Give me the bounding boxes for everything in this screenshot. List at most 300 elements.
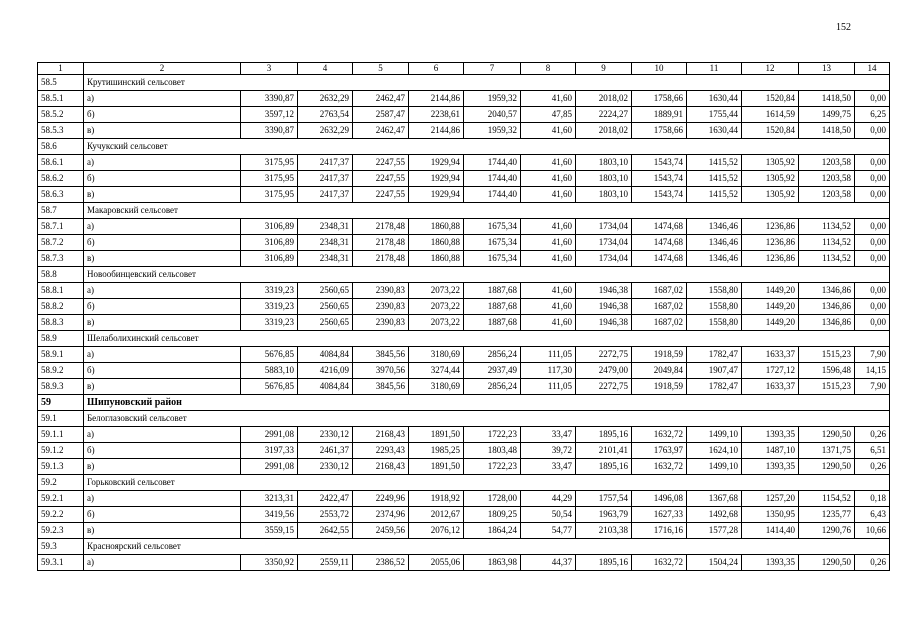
table-cell: 1474,68 — [632, 235, 687, 251]
column-header: 3 — [241, 63, 298, 75]
table-cell: 1907,47 — [687, 363, 742, 379]
table-row — [38, 523, 890, 539]
table-cell: 2330,12 — [298, 427, 353, 443]
table-cell: 2560,65 — [298, 315, 353, 331]
table-cell: 2417,37 — [298, 187, 353, 203]
table-cell: 1632,72 — [632, 555, 687, 571]
table-cell: 1305,92 — [742, 187, 799, 203]
table-row — [38, 507, 890, 523]
table-cell: 1236,86 — [742, 235, 799, 251]
table-cell: 3319,23 — [241, 299, 298, 315]
table-cell: 1687,02 — [632, 299, 687, 315]
table-cell: 1863,98 — [464, 555, 521, 571]
table-cell: 2462,47 — [353, 123, 409, 139]
table-cell: 1515,23 — [799, 379, 855, 395]
row-code: 58.8 — [38, 267, 84, 283]
table-cell: 3419,56 — [241, 507, 298, 523]
table-cell: 3970,56 — [353, 363, 409, 379]
table-cell: 2991,08 — [241, 427, 298, 443]
table-cell: 41,60 — [521, 123, 576, 139]
table-cell: 0,26 — [855, 427, 890, 443]
row-code: 59.2.3 — [38, 523, 84, 539]
column-header: 8 — [521, 63, 576, 75]
table-cell: 111,05 — [521, 379, 576, 395]
table-cell: 0,00 — [855, 283, 890, 299]
table-cell: 1558,80 — [687, 315, 742, 331]
table-cell: 2272,75 — [576, 347, 632, 363]
table-cell: 1415,52 — [687, 171, 742, 187]
row-label: в) — [84, 459, 241, 475]
table-cell: 1782,47 — [687, 347, 742, 363]
table-cell: 2224,27 — [576, 107, 632, 123]
table-cell: 41,60 — [521, 315, 576, 331]
row-label: а) — [84, 283, 241, 299]
table-cell: 2055,06 — [409, 555, 464, 571]
table-cell: 2991,08 — [241, 459, 298, 475]
row-label: а) — [84, 427, 241, 443]
section-name: Макаровский сельсовет — [84, 203, 890, 219]
table-cell: 3845,56 — [353, 347, 409, 363]
table-cell: 0,00 — [855, 91, 890, 107]
table-cell: 2103,38 — [576, 523, 632, 539]
table-cell: 1496,08 — [632, 491, 687, 507]
table-cell: 41,60 — [521, 91, 576, 107]
table-cell: 3180,69 — [409, 347, 464, 363]
table-cell: 1744,40 — [464, 155, 521, 171]
column-header: 7 — [464, 63, 521, 75]
row-label: в) — [84, 523, 241, 539]
row-code: 58.7.3 — [38, 251, 84, 267]
table-cell: 1346,86 — [799, 315, 855, 331]
row-code: 58.9.3 — [38, 379, 84, 395]
table-cell: 2178,48 — [353, 219, 409, 235]
table-cell: 0,18 — [855, 491, 890, 507]
column-header: 10 — [632, 63, 687, 75]
table-body — [38, 63, 890, 571]
table-cell: 2560,65 — [298, 299, 353, 315]
table-cell: 41,60 — [521, 283, 576, 299]
table-cell: 1624,10 — [687, 443, 742, 459]
table-cell: 1860,88 — [409, 251, 464, 267]
row-code: 59 — [38, 395, 84, 411]
table-cell: 2390,83 — [353, 315, 409, 331]
table-cell: 0,00 — [855, 299, 890, 315]
table-cell: 2247,55 — [353, 171, 409, 187]
table-cell: 1758,66 — [632, 91, 687, 107]
row-label: в) — [84, 187, 241, 203]
row-code: 58.5.1 — [38, 91, 84, 107]
table-cell: 2144,86 — [409, 91, 464, 107]
table-cell: 1675,34 — [464, 235, 521, 251]
table-cell: 3197,33 — [241, 443, 298, 459]
row-code: 59.2 — [38, 475, 84, 491]
table-cell: 1290,76 — [799, 523, 855, 539]
section-name: Белоглазовский сельсовет — [84, 411, 890, 427]
table-cell: 3175,95 — [241, 171, 298, 187]
row-code: 58.5 — [38, 75, 84, 91]
table-cell: 2417,37 — [298, 171, 353, 187]
table-cell: 10,66 — [855, 523, 890, 539]
table-cell: 1499,10 — [687, 459, 742, 475]
table-cell: 1203,58 — [799, 155, 855, 171]
table-cell: 41,60 — [521, 299, 576, 315]
table-cell: 1864,24 — [464, 523, 521, 539]
column-header: 9 — [576, 63, 632, 75]
table-cell: 1918,92 — [409, 491, 464, 507]
table-cell: 5883,10 — [241, 363, 298, 379]
table-cell: 3175,95 — [241, 187, 298, 203]
table-row — [38, 251, 890, 267]
table-cell: 1918,59 — [632, 379, 687, 395]
row-code: 58.9.1 — [38, 347, 84, 363]
table-cell: 1449,20 — [742, 283, 799, 299]
table-cell: 41,60 — [521, 219, 576, 235]
table-cell: 6,51 — [855, 443, 890, 459]
table-cell: 1716,16 — [632, 523, 687, 539]
table-cell: 3106,89 — [241, 235, 298, 251]
table-cell: 1887,68 — [464, 315, 521, 331]
table-cell: 0,00 — [855, 187, 890, 203]
row-label: в) — [84, 251, 241, 267]
table-cell: 2559,11 — [298, 555, 353, 571]
table-cell: 44,29 — [521, 491, 576, 507]
row-code: 58.8.1 — [38, 283, 84, 299]
table-cell: 5676,85 — [241, 347, 298, 363]
table-cell: 1596,48 — [799, 363, 855, 379]
table-cell: 1722,23 — [464, 459, 521, 475]
table-cell: 50,54 — [521, 507, 576, 523]
table-cell: 1727,12 — [742, 363, 799, 379]
row-code: 58.8.3 — [38, 315, 84, 331]
table-cell: 39,72 — [521, 443, 576, 459]
table-cell: 1734,04 — [576, 251, 632, 267]
table-cell: 1757,54 — [576, 491, 632, 507]
table-cell: 44,37 — [521, 555, 576, 571]
table-cell: 2461,37 — [298, 443, 353, 459]
table-cell: 1520,84 — [742, 91, 799, 107]
table-cell: 4216,09 — [298, 363, 353, 379]
table-cell: 1236,86 — [742, 219, 799, 235]
table-cell: 41,60 — [521, 235, 576, 251]
table-cell: 2587,47 — [353, 107, 409, 123]
table-cell: 2390,83 — [353, 283, 409, 299]
table-cell: 1290,50 — [799, 459, 855, 475]
table-cell: 1290,50 — [799, 427, 855, 443]
table-row — [38, 155, 890, 171]
row-label: б) — [84, 235, 241, 251]
table-cell: 2348,31 — [298, 219, 353, 235]
section-row — [38, 411, 890, 427]
table-cell: 41,60 — [521, 251, 576, 267]
table-cell: 1543,74 — [632, 171, 687, 187]
table-cell: 1558,80 — [687, 299, 742, 315]
table-cell: 111,05 — [521, 347, 576, 363]
table-cell: 14,15 — [855, 363, 890, 379]
row-label: а) — [84, 91, 241, 107]
row-code: 58.9.2 — [38, 363, 84, 379]
table-cell: 1449,20 — [742, 315, 799, 331]
table-cell: 3213,31 — [241, 491, 298, 507]
table-cell: 2018,02 — [576, 123, 632, 139]
table-row — [38, 123, 890, 139]
row-code: 59.2.2 — [38, 507, 84, 523]
table-cell: 3350,92 — [241, 555, 298, 571]
table-cell: 2249,96 — [353, 491, 409, 507]
row-code: 58.7.2 — [38, 235, 84, 251]
section-name: Горьковский сельсовет — [84, 475, 890, 491]
table-cell: 1393,35 — [742, 555, 799, 571]
table-cell: 41,60 — [521, 171, 576, 187]
column-header: 14 — [855, 63, 890, 75]
table-cell: 0,00 — [855, 171, 890, 187]
table-cell: 1959,32 — [464, 123, 521, 139]
table-cell: 2076,12 — [409, 523, 464, 539]
table-cell: 1803,10 — [576, 155, 632, 171]
table-cell: 1257,20 — [742, 491, 799, 507]
row-code: 59.1.1 — [38, 427, 84, 443]
row-code: 58.9 — [38, 331, 84, 347]
table-cell: 1203,58 — [799, 171, 855, 187]
table-row — [38, 107, 890, 123]
table-cell: 2330,12 — [298, 459, 353, 475]
table-row — [38, 235, 890, 251]
table-cell: 0,26 — [855, 555, 890, 571]
row-label: а) — [84, 347, 241, 363]
row-code: 58.6.1 — [38, 155, 84, 171]
table-cell: 2560,65 — [298, 283, 353, 299]
row-code: 58.7 — [38, 203, 84, 219]
table-cell: 4084,84 — [298, 379, 353, 395]
table-cell: 2390,83 — [353, 299, 409, 315]
section-name: Кучукский сельсовет — [84, 139, 890, 155]
table-cell: 1929,94 — [409, 171, 464, 187]
table-cell: 1487,10 — [742, 443, 799, 459]
table-cell: 3106,89 — [241, 251, 298, 267]
table-cell: 1290,50 — [799, 555, 855, 571]
table-row — [38, 187, 890, 203]
row-label: в) — [84, 379, 241, 395]
table-cell: 1371,75 — [799, 443, 855, 459]
section-name: Крутишинский сельсовет — [84, 75, 890, 91]
table-cell: 2632,29 — [298, 123, 353, 139]
table-cell: 2178,48 — [353, 235, 409, 251]
table-cell: 2012,67 — [409, 507, 464, 523]
column-header: 2 — [84, 63, 241, 75]
table-cell: 1346,46 — [687, 235, 742, 251]
table-cell: 1744,40 — [464, 187, 521, 203]
table-cell: 1632,72 — [632, 427, 687, 443]
table-cell: 41,60 — [521, 155, 576, 171]
table-cell: 1543,74 — [632, 155, 687, 171]
table-cell: 1887,68 — [464, 299, 521, 315]
column-header: 5 — [353, 63, 409, 75]
table-cell: 1929,94 — [409, 187, 464, 203]
table-cell: 2763,54 — [298, 107, 353, 123]
table-cell: 41,60 — [521, 187, 576, 203]
table-cell: 2386,52 — [353, 555, 409, 571]
row-label: б) — [84, 107, 241, 123]
table-cell: 1985,25 — [409, 443, 464, 459]
table-cell: 1959,32 — [464, 91, 521, 107]
table-cell: 0,00 — [855, 155, 890, 171]
table-cell: 1946,38 — [576, 283, 632, 299]
table-cell: 1758,66 — [632, 123, 687, 139]
table-cell: 1803,10 — [576, 171, 632, 187]
table-cell: 1803,48 — [464, 443, 521, 459]
row-label: б) — [84, 443, 241, 459]
table-cell: 1350,95 — [742, 507, 799, 523]
section-row — [38, 139, 890, 155]
table-cell: 2073,22 — [409, 299, 464, 315]
table-cell: 54,77 — [521, 523, 576, 539]
table-cell: 2374,96 — [353, 507, 409, 523]
table-cell: 0,00 — [855, 219, 890, 235]
column-header: 12 — [742, 63, 799, 75]
table-cell: 1414,40 — [742, 523, 799, 539]
table-cell: 0,26 — [855, 459, 890, 475]
table-cell: 1367,68 — [687, 491, 742, 507]
table-cell: 2462,47 — [353, 91, 409, 107]
table-cell: 2272,75 — [576, 379, 632, 395]
table-cell: 2348,31 — [298, 251, 353, 267]
table-cell: 1415,52 — [687, 187, 742, 203]
table-cell: 117,30 — [521, 363, 576, 379]
table-cell: 3106,89 — [241, 219, 298, 235]
section-row — [38, 267, 890, 283]
table-cell: 1235,77 — [799, 507, 855, 523]
row-code: 58.6.2 — [38, 171, 84, 187]
table-cell: 1782,47 — [687, 379, 742, 395]
table-cell: 2247,55 — [353, 187, 409, 203]
row-code: 58.5.2 — [38, 107, 84, 123]
table-cell: 2101,41 — [576, 443, 632, 459]
table-cell: 3845,56 — [353, 379, 409, 395]
column-header: 6 — [409, 63, 464, 75]
table-cell: 4084,84 — [298, 347, 353, 363]
table-cell: 1236,86 — [742, 251, 799, 267]
table-cell: 1687,02 — [632, 283, 687, 299]
table-cell: 2168,43 — [353, 427, 409, 443]
column-header: 13 — [799, 63, 855, 75]
row-label: в) — [84, 315, 241, 331]
table-cell: 2073,22 — [409, 315, 464, 331]
table-cell: 2168,43 — [353, 459, 409, 475]
table-row — [38, 443, 890, 459]
table-cell: 33,47 — [521, 427, 576, 443]
table-cell: 1474,68 — [632, 219, 687, 235]
table-cell: 2642,55 — [298, 523, 353, 539]
table-cell: 1499,10 — [687, 427, 742, 443]
table-cell: 2040,57 — [464, 107, 521, 123]
section-row — [38, 203, 890, 219]
table-cell: 3390,87 — [241, 123, 298, 139]
table-cell: 1203,58 — [799, 187, 855, 203]
row-code: 59.3 — [38, 539, 84, 555]
table-cell: 0,00 — [855, 315, 890, 331]
table-row — [38, 491, 890, 507]
section-name: Новообинцевский сельсовет — [84, 267, 890, 283]
table-cell: 2144,86 — [409, 123, 464, 139]
table-cell: 2348,31 — [298, 235, 353, 251]
table-cell: 1577,28 — [687, 523, 742, 539]
table-cell: 7,90 — [855, 379, 890, 395]
table-cell: 1418,50 — [799, 91, 855, 107]
table-cell: 3597,12 — [241, 107, 298, 123]
column-header: 1 — [38, 63, 84, 75]
section-row — [38, 475, 890, 491]
table-cell: 1346,46 — [687, 251, 742, 267]
table-cell: 2238,61 — [409, 107, 464, 123]
row-code: 59.1.2 — [38, 443, 84, 459]
section-row — [38, 331, 890, 347]
table-cell: 1895,16 — [576, 427, 632, 443]
table-cell: 1946,38 — [576, 299, 632, 315]
district-row — [38, 395, 890, 411]
table-cell: 0,00 — [855, 235, 890, 251]
table-cell: 1630,44 — [687, 123, 742, 139]
table-cell: 1675,34 — [464, 219, 521, 235]
table-cell: 1504,24 — [687, 555, 742, 571]
table-cell: 1803,10 — [576, 187, 632, 203]
table-cell: 2479,00 — [576, 363, 632, 379]
table-cell: 2073,22 — [409, 283, 464, 299]
table-cell: 2422,47 — [298, 491, 353, 507]
table-cell: 1929,94 — [409, 155, 464, 171]
table-cell: 1134,52 — [799, 219, 855, 235]
table-cell: 1627,33 — [632, 507, 687, 523]
table-cell: 1889,91 — [632, 107, 687, 123]
table-cell: 2293,43 — [353, 443, 409, 459]
table-cell: 1134,52 — [799, 251, 855, 267]
table-cell: 47,85 — [521, 107, 576, 123]
section-row — [38, 539, 890, 555]
row-code: 59.1.3 — [38, 459, 84, 475]
table-cell: 1895,16 — [576, 555, 632, 571]
table-cell: 1734,04 — [576, 235, 632, 251]
table-cell: 1809,25 — [464, 507, 521, 523]
table-cell: 1891,50 — [409, 427, 464, 443]
table-cell: 1346,86 — [799, 299, 855, 315]
table-cell: 1154,52 — [799, 491, 855, 507]
table-cell: 1515,23 — [799, 347, 855, 363]
table-row — [38, 347, 890, 363]
table-cell: 1558,80 — [687, 283, 742, 299]
table-cell: 2417,37 — [298, 155, 353, 171]
table-row — [38, 363, 890, 379]
table-row — [38, 219, 890, 235]
table-cell: 1734,04 — [576, 219, 632, 235]
table-row — [38, 171, 890, 187]
table-cell: 1134,52 — [799, 235, 855, 251]
table-cell: 1687,02 — [632, 315, 687, 331]
table-cell: 5676,85 — [241, 379, 298, 395]
row-label: а) — [84, 219, 241, 235]
table-cell: 1305,92 — [742, 155, 799, 171]
table-row — [38, 459, 890, 475]
table-cell: 1393,35 — [742, 427, 799, 443]
table-row — [38, 379, 890, 395]
table-row — [38, 555, 890, 571]
row-code: 59.2.1 — [38, 491, 84, 507]
table-cell: 1728,00 — [464, 491, 521, 507]
table-cell: 1891,50 — [409, 459, 464, 475]
table-row — [38, 91, 890, 107]
table-cell: 1415,52 — [687, 155, 742, 171]
row-label: б) — [84, 171, 241, 187]
table-row — [38, 427, 890, 443]
table-cell: 1346,46 — [687, 219, 742, 235]
table-cell: 1860,88 — [409, 235, 464, 251]
